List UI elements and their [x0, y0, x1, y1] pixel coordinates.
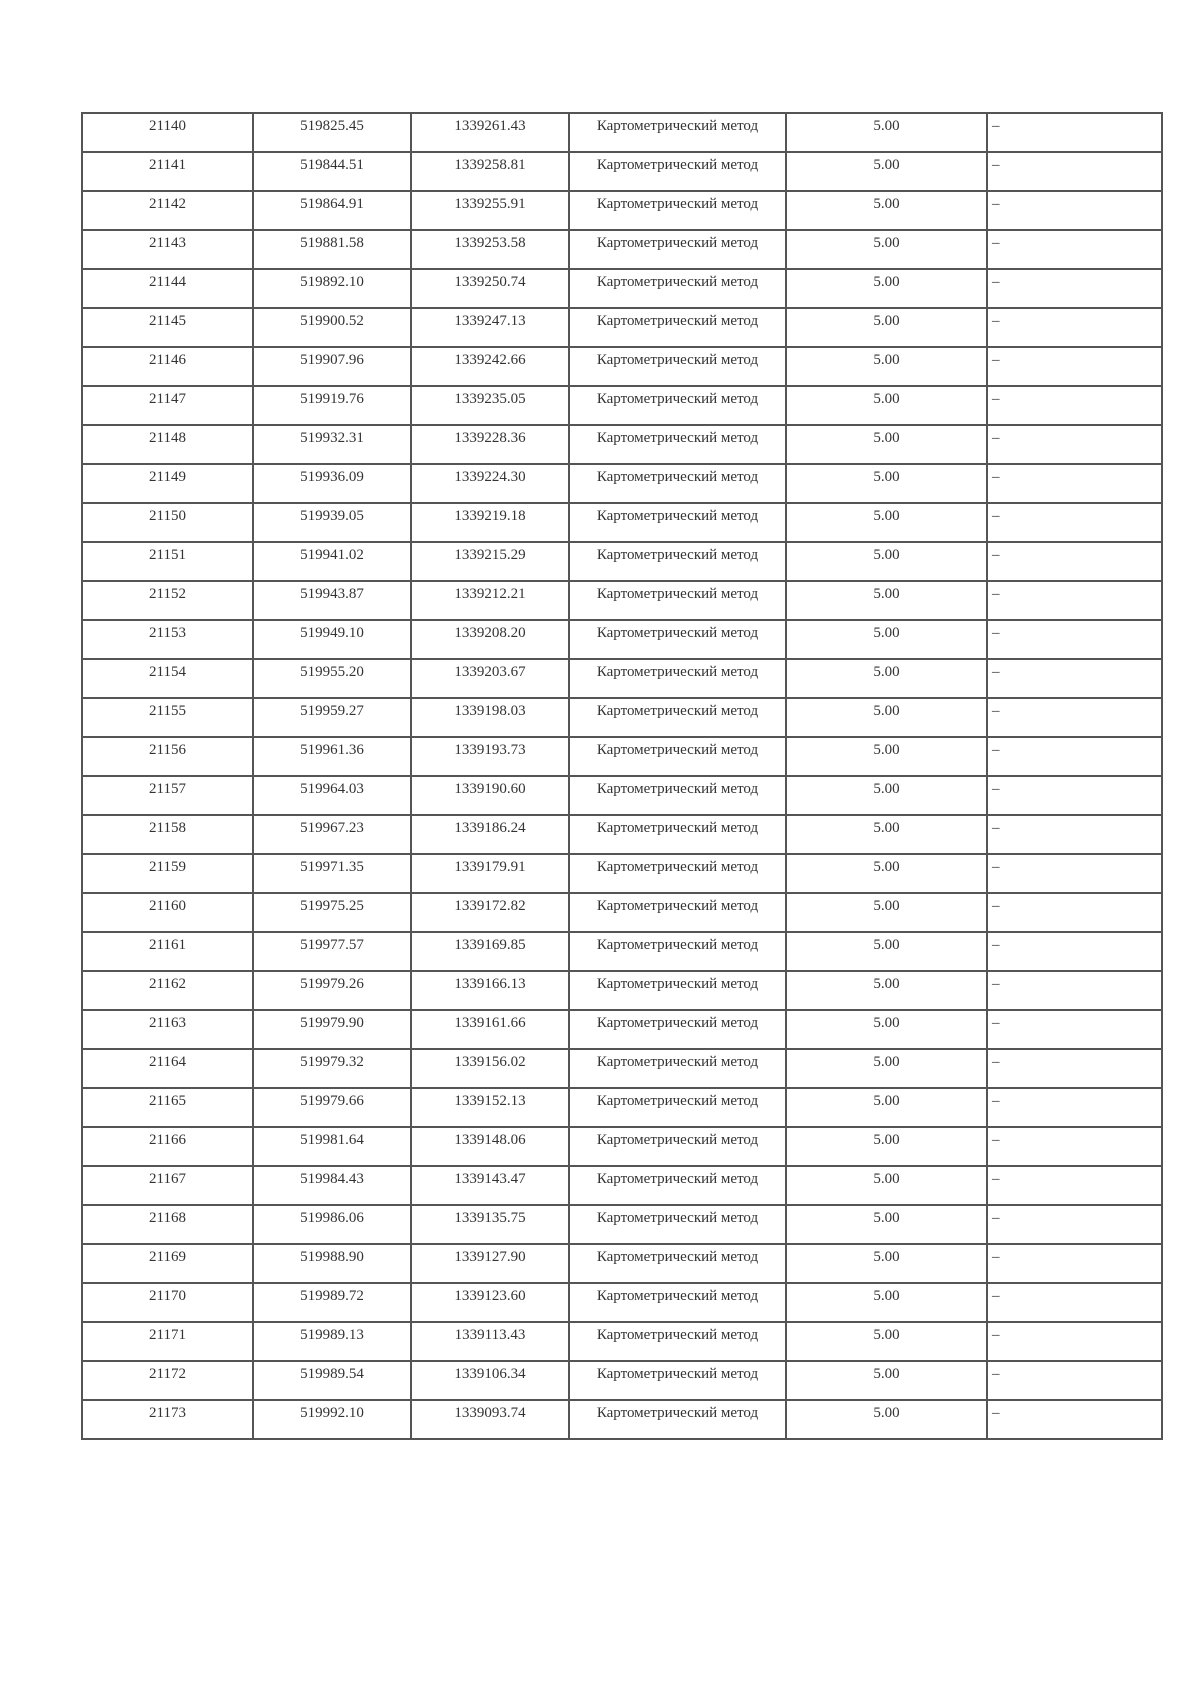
coordinate-x-cell: 519979.66	[253, 1088, 411, 1127]
point-number-cell: 21142	[82, 191, 253, 230]
table-row	[82, 1127, 1162, 1166]
method-cell: Картометрический метод	[569, 815, 786, 854]
note-cell: –	[987, 152, 1162, 191]
coordinate-x-cell: 519955.20	[253, 659, 411, 698]
note-cell: –	[987, 932, 1162, 971]
point-number-cell: 21168	[82, 1205, 253, 1244]
accuracy-cell: 5.00	[786, 152, 987, 191]
coordinate-x-cell: 519949.10	[253, 620, 411, 659]
accuracy-cell: 5.00	[786, 269, 987, 308]
note-cell: –	[987, 191, 1162, 230]
method-cell: Картометрический метод	[569, 893, 786, 932]
coordinate-y-cell: 1339127.90	[411, 1244, 569, 1283]
method-cell: Картометрический метод	[569, 347, 786, 386]
note-cell: –	[987, 1205, 1162, 1244]
coordinate-x-cell: 519825.45	[253, 113, 411, 152]
coordinate-y-cell: 1339143.47	[411, 1166, 569, 1205]
table-row	[82, 191, 1162, 230]
point-number-cell: 21157	[82, 776, 253, 815]
point-number-cell: 21147	[82, 386, 253, 425]
point-number-cell: 21165	[82, 1088, 253, 1127]
method-cell: Картометрический метод	[569, 230, 786, 269]
note-cell: –	[987, 1010, 1162, 1049]
method-cell: Картометрический метод	[569, 1361, 786, 1400]
method-cell: Картометрический метод	[569, 1283, 786, 1322]
coordinate-x-cell: 519943.87	[253, 581, 411, 620]
table-row	[82, 1166, 1162, 1205]
coordinate-x-cell: 519967.23	[253, 815, 411, 854]
table-row	[82, 659, 1162, 698]
point-number-cell: 21156	[82, 737, 253, 776]
method-cell: Картометрический метод	[569, 542, 786, 581]
accuracy-cell: 5.00	[786, 659, 987, 698]
note-cell: –	[987, 1283, 1162, 1322]
method-cell: Картометрический метод	[569, 698, 786, 737]
coordinate-x-cell: 519989.54	[253, 1361, 411, 1400]
note-cell: –	[987, 1244, 1162, 1283]
point-number-cell: 21150	[82, 503, 253, 542]
note-cell: –	[987, 698, 1162, 737]
point-number-cell: 21143	[82, 230, 253, 269]
accuracy-cell: 5.00	[786, 815, 987, 854]
accuracy-cell: 5.00	[786, 698, 987, 737]
table-row	[82, 269, 1162, 308]
point-number-cell: 21148	[82, 425, 253, 464]
coordinate-y-cell: 1339250.74	[411, 269, 569, 308]
coordinate-y-cell: 1339186.24	[411, 815, 569, 854]
table-row	[82, 386, 1162, 425]
coordinate-x-cell: 519989.72	[253, 1283, 411, 1322]
accuracy-cell: 5.00	[786, 503, 987, 542]
coordinate-y-cell: 1339106.34	[411, 1361, 569, 1400]
table-row	[82, 1244, 1162, 1283]
method-cell: Картометрический метод	[569, 1088, 786, 1127]
note-cell: –	[987, 425, 1162, 464]
coordinate-y-cell: 1339156.02	[411, 1049, 569, 1088]
coordinate-y-cell: 1339135.75	[411, 1205, 569, 1244]
coordinate-x-cell: 519881.58	[253, 230, 411, 269]
note-cell: –	[987, 737, 1162, 776]
method-cell: Картометрический метод	[569, 1127, 786, 1166]
point-number-cell: 21141	[82, 152, 253, 191]
note-cell: –	[987, 776, 1162, 815]
coordinate-x-cell: 519959.27	[253, 698, 411, 737]
method-cell: Картометрический метод	[569, 152, 786, 191]
table-row	[82, 893, 1162, 932]
coordinate-y-cell: 1339215.29	[411, 542, 569, 581]
coordinate-y-cell: 1339255.91	[411, 191, 569, 230]
coordinate-x-cell: 519975.25	[253, 893, 411, 932]
accuracy-cell: 5.00	[786, 1127, 987, 1166]
accuracy-cell: 5.00	[786, 230, 987, 269]
method-cell: Картометрический метод	[569, 464, 786, 503]
accuracy-cell: 5.00	[786, 1283, 987, 1322]
accuracy-cell: 5.00	[786, 737, 987, 776]
note-cell: –	[987, 464, 1162, 503]
coordinate-x-cell: 519977.57	[253, 932, 411, 971]
table-row	[82, 464, 1162, 503]
table-row	[82, 308, 1162, 347]
point-number-cell: 21154	[82, 659, 253, 698]
table-row	[82, 542, 1162, 581]
note-cell: –	[987, 347, 1162, 386]
method-cell: Картометрический метод	[569, 932, 786, 971]
coordinate-y-cell: 1339190.60	[411, 776, 569, 815]
method-cell: Картометрический метод	[569, 1166, 786, 1205]
note-cell: –	[987, 815, 1162, 854]
coordinate-y-cell: 1339242.66	[411, 347, 569, 386]
coordinate-y-cell: 1339224.30	[411, 464, 569, 503]
note-cell: –	[987, 113, 1162, 152]
coordinate-y-cell: 1339166.13	[411, 971, 569, 1010]
note-cell: –	[987, 503, 1162, 542]
accuracy-cell: 5.00	[786, 893, 987, 932]
table-row	[82, 425, 1162, 464]
table-row	[82, 1322, 1162, 1361]
table-body	[82, 113, 1162, 1439]
note-cell: –	[987, 893, 1162, 932]
coordinate-x-cell: 519988.90	[253, 1244, 411, 1283]
coordinate-x-cell: 519979.32	[253, 1049, 411, 1088]
note-cell: –	[987, 971, 1162, 1010]
point-number-cell: 21140	[82, 113, 253, 152]
method-cell: Картометрический метод	[569, 113, 786, 152]
accuracy-cell: 5.00	[786, 620, 987, 659]
method-cell: Картометрический метод	[569, 854, 786, 893]
table-row	[82, 698, 1162, 737]
point-number-cell: 21172	[82, 1361, 253, 1400]
table-row	[82, 1205, 1162, 1244]
note-cell: –	[987, 1322, 1162, 1361]
point-number-cell: 21161	[82, 932, 253, 971]
coordinate-y-cell: 1339235.05	[411, 386, 569, 425]
accuracy-cell: 5.00	[786, 1400, 987, 1439]
note-cell: –	[987, 854, 1162, 893]
point-number-cell: 21155	[82, 698, 253, 737]
accuracy-cell: 5.00	[786, 542, 987, 581]
coordinate-x-cell: 519892.10	[253, 269, 411, 308]
method-cell: Картометрический метод	[569, 1205, 786, 1244]
coordinate-x-cell: 519979.26	[253, 971, 411, 1010]
accuracy-cell: 5.00	[786, 1049, 987, 1088]
accuracy-cell: 5.00	[786, 308, 987, 347]
method-cell: Картометрический метод	[569, 659, 786, 698]
coordinate-y-cell: 1339228.36	[411, 425, 569, 464]
point-number-cell: 21149	[82, 464, 253, 503]
point-number-cell: 21158	[82, 815, 253, 854]
note-cell: –	[987, 1127, 1162, 1166]
accuracy-cell: 5.00	[786, 971, 987, 1010]
accuracy-cell: 5.00	[786, 581, 987, 620]
coordinate-y-cell: 1339161.66	[411, 1010, 569, 1049]
method-cell: Картометрический метод	[569, 971, 786, 1010]
note-cell: –	[987, 1166, 1162, 1205]
point-number-cell: 21145	[82, 308, 253, 347]
point-number-cell: 21159	[82, 854, 253, 893]
point-number-cell: 21162	[82, 971, 253, 1010]
coordinate-x-cell: 519907.96	[253, 347, 411, 386]
table-row	[82, 1400, 1162, 1439]
point-number-cell: 21146	[82, 347, 253, 386]
coordinate-x-cell: 519981.64	[253, 1127, 411, 1166]
note-cell: –	[987, 230, 1162, 269]
coordinate-y-cell: 1339113.43	[411, 1322, 569, 1361]
point-number-cell: 21164	[82, 1049, 253, 1088]
coordinate-y-cell: 1339179.91	[411, 854, 569, 893]
coordinate-y-cell: 1339198.03	[411, 698, 569, 737]
note-cell: –	[987, 1361, 1162, 1400]
coordinate-x-cell: 519992.10	[253, 1400, 411, 1439]
coordinate-y-cell: 1339258.81	[411, 152, 569, 191]
method-cell: Картометрический метод	[569, 191, 786, 230]
note-cell: –	[987, 1088, 1162, 1127]
coordinate-y-cell: 1339123.60	[411, 1283, 569, 1322]
method-cell: Картометрический метод	[569, 1322, 786, 1361]
coordinate-y-cell: 1339152.13	[411, 1088, 569, 1127]
table-row	[82, 1010, 1162, 1049]
note-cell: –	[987, 269, 1162, 308]
accuracy-cell: 5.00	[786, 113, 987, 152]
method-cell: Картометрический метод	[569, 1400, 786, 1439]
note-cell: –	[987, 581, 1162, 620]
coordinate-x-cell: 519986.06	[253, 1205, 411, 1244]
point-number-cell: 21171	[82, 1322, 253, 1361]
point-number-cell: 21169	[82, 1244, 253, 1283]
point-number-cell: 21170	[82, 1283, 253, 1322]
note-cell: –	[987, 308, 1162, 347]
table-row	[82, 776, 1162, 815]
coordinate-x-cell: 519900.52	[253, 308, 411, 347]
point-number-cell: 21144	[82, 269, 253, 308]
method-cell: Картометрический метод	[569, 386, 786, 425]
table-row	[82, 503, 1162, 542]
coordinate-y-cell: 1339093.74	[411, 1400, 569, 1439]
accuracy-cell: 5.00	[786, 932, 987, 971]
accuracy-cell: 5.00	[786, 1166, 987, 1205]
accuracy-cell: 5.00	[786, 776, 987, 815]
method-cell: Картометрический метод	[569, 737, 786, 776]
coordinate-x-cell: 519936.09	[253, 464, 411, 503]
note-cell: –	[987, 386, 1162, 425]
table-row	[82, 113, 1162, 152]
coordinate-y-cell: 1339172.82	[411, 893, 569, 932]
table-row	[82, 620, 1162, 659]
point-number-cell: 21160	[82, 893, 253, 932]
accuracy-cell: 5.00	[786, 1010, 987, 1049]
coordinate-x-cell: 519919.76	[253, 386, 411, 425]
table-row	[82, 1088, 1162, 1127]
coordinate-y-cell: 1339253.58	[411, 230, 569, 269]
coordinates-table	[81, 112, 1163, 1440]
accuracy-cell: 5.00	[786, 1088, 987, 1127]
coordinate-y-cell: 1339148.06	[411, 1127, 569, 1166]
point-number-cell: 21153	[82, 620, 253, 659]
point-number-cell: 21163	[82, 1010, 253, 1049]
coordinate-x-cell: 519932.31	[253, 425, 411, 464]
note-cell: –	[987, 1400, 1162, 1439]
point-number-cell: 21151	[82, 542, 253, 581]
coordinate-y-cell: 1339219.18	[411, 503, 569, 542]
coordinate-y-cell: 1339212.21	[411, 581, 569, 620]
coordinate-x-cell: 519979.90	[253, 1010, 411, 1049]
table-row	[82, 152, 1162, 191]
coordinate-y-cell: 1339203.67	[411, 659, 569, 698]
method-cell: Картометрический метод	[569, 308, 786, 347]
coordinate-x-cell: 519964.03	[253, 776, 411, 815]
point-number-cell: 21173	[82, 1400, 253, 1439]
coordinate-y-cell: 1339247.13	[411, 308, 569, 347]
accuracy-cell: 5.00	[786, 425, 987, 464]
accuracy-cell: 5.00	[786, 386, 987, 425]
table-row	[82, 230, 1162, 269]
method-cell: Картометрический метод	[569, 620, 786, 659]
coordinate-x-cell: 519864.91	[253, 191, 411, 230]
method-cell: Картометрический метод	[569, 425, 786, 464]
accuracy-cell: 5.00	[786, 1322, 987, 1361]
coordinate-x-cell: 519941.02	[253, 542, 411, 581]
table-row	[82, 581, 1162, 620]
note-cell: –	[987, 659, 1162, 698]
method-cell: Картометрический метод	[569, 1049, 786, 1088]
accuracy-cell: 5.00	[786, 854, 987, 893]
table-row	[82, 1049, 1162, 1088]
note-cell: –	[987, 542, 1162, 581]
note-cell: –	[987, 620, 1162, 659]
table-row	[82, 815, 1162, 854]
table-row	[82, 971, 1162, 1010]
accuracy-cell: 5.00	[786, 1244, 987, 1283]
method-cell: Картометрический метод	[569, 581, 786, 620]
table-row	[82, 737, 1162, 776]
accuracy-cell: 5.00	[786, 1361, 987, 1400]
table-row	[82, 347, 1162, 386]
table-row	[82, 1283, 1162, 1322]
point-number-cell: 21152	[82, 581, 253, 620]
note-cell: –	[987, 1049, 1162, 1088]
coordinate-x-cell: 519971.35	[253, 854, 411, 893]
coordinate-x-cell: 519844.51	[253, 152, 411, 191]
accuracy-cell: 5.00	[786, 191, 987, 230]
coordinate-x-cell: 519989.13	[253, 1322, 411, 1361]
coordinate-x-cell: 519961.36	[253, 737, 411, 776]
accuracy-cell: 5.00	[786, 347, 987, 386]
accuracy-cell: 5.00	[786, 464, 987, 503]
coordinate-y-cell: 1339193.73	[411, 737, 569, 776]
coordinate-x-cell: 519984.43	[253, 1166, 411, 1205]
method-cell: Картометрический метод	[569, 1010, 786, 1049]
coordinate-y-cell: 1339208.20	[411, 620, 569, 659]
accuracy-cell: 5.00	[786, 1205, 987, 1244]
method-cell: Картометрический метод	[569, 269, 786, 308]
table-row	[82, 932, 1162, 971]
method-cell: Картометрический метод	[569, 776, 786, 815]
point-number-cell: 21166	[82, 1127, 253, 1166]
coordinate-x-cell: 519939.05	[253, 503, 411, 542]
method-cell: Картометрический метод	[569, 1244, 786, 1283]
point-number-cell: 21167	[82, 1166, 253, 1205]
coordinate-y-cell: 1339169.85	[411, 932, 569, 971]
table-row	[82, 854, 1162, 893]
method-cell: Картометрический метод	[569, 503, 786, 542]
coordinate-y-cell: 1339261.43	[411, 113, 569, 152]
table-row	[82, 1361, 1162, 1400]
